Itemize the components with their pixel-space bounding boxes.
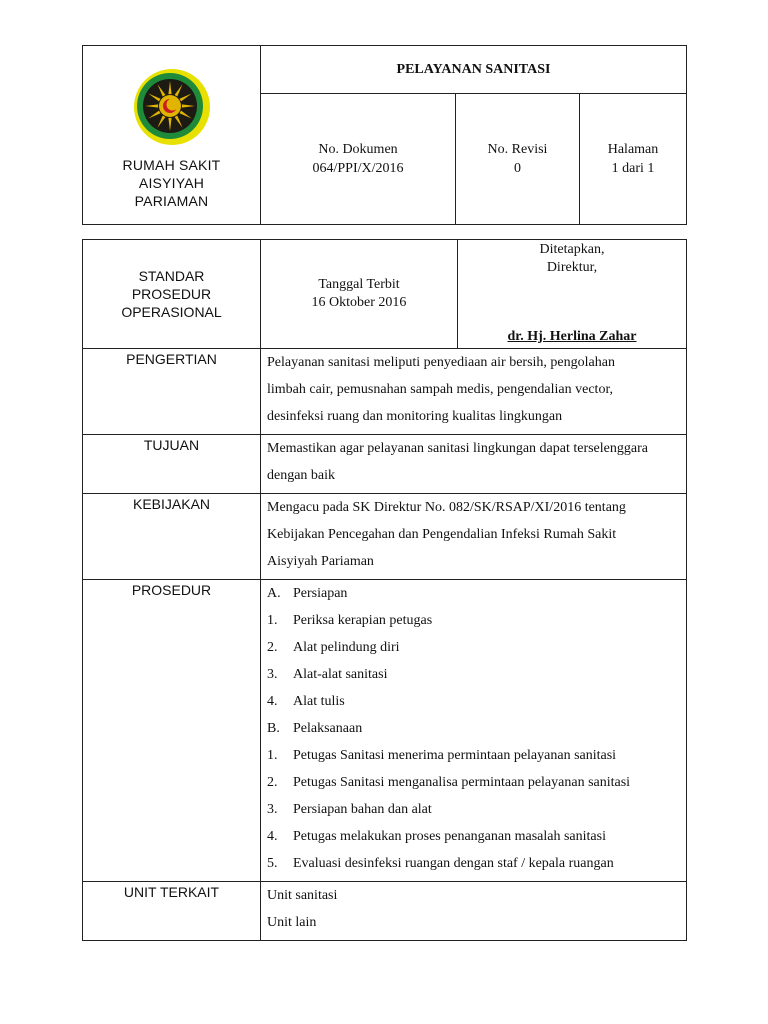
- signatory-name: dr. Hj. Herlina Zahar: [507, 329, 637, 344]
- hospital-name-line: PARIAMAN: [134, 193, 209, 209]
- procedure-item: [267, 769, 686, 796]
- procedure-item: [267, 742, 686, 769]
- sop-table: [82, 239, 687, 941]
- procedure-text: Petugas Sanitasi menerima permintaan pelayanan sanitasi: [293, 748, 617, 763]
- row-content-pengertian: [261, 349, 687, 435]
- document-number-label: No. Dokumen: [318, 142, 398, 157]
- content-line: Aisyiyah Pariaman: [267, 554, 374, 569]
- hospital-name: [83, 156, 260, 210]
- content-line: Unit sanitasi: [267, 888, 338, 903]
- content-line: Mengacu pada SK Direktur No. 082/SK/RSAP/XI/2016 tentang: [267, 500, 626, 515]
- procedure-marker: A.: [267, 586, 281, 601]
- procedure-marker: 5.: [267, 856, 278, 871]
- issue-date-label: Tanggal Terbit: [318, 277, 400, 292]
- sop-label-cell: [83, 240, 261, 349]
- procedure-list: [261, 580, 687, 882]
- aisyiyah-sun-emblem-icon: [133, 68, 211, 146]
- row-label-kebijakan: KEBIJAKAN: [83, 494, 261, 580]
- issue-date-cell: [261, 240, 458, 349]
- procedure-text: Petugas Sanitasi menganalisa permintaan pelayanan sanitasi: [293, 775, 631, 790]
- approval-label: Ditetapkan,: [539, 242, 605, 257]
- procedure-item: [267, 796, 686, 823]
- procedure-marker: 3.: [267, 667, 278, 682]
- approval-cell: [458, 240, 687, 349]
- procedure-item: [267, 688, 686, 715]
- content-line: limbah cair, pemusnahan sampah medis, pengendalian vector,: [267, 382, 614, 397]
- issue-date-value: 16 Oktober 2016: [311, 295, 407, 310]
- procedure-item: [267, 607, 686, 634]
- hospital-name-line: RUMAH SAKIT: [122, 157, 221, 173]
- procedure-text: Petugas melakukan proses penanganan masalah sanitasi: [293, 829, 606, 844]
- revision-cell: [456, 94, 580, 225]
- procedure-item: [267, 634, 686, 661]
- document-header-table: [82, 45, 687, 225]
- hospital-identity-cell: [83, 46, 261, 225]
- procedure-marker: 2.: [267, 640, 278, 655]
- row-content-tujuan: [261, 435, 687, 494]
- revision-label: No. Revisi: [487, 142, 548, 157]
- sop-label-line: PROSEDUR: [131, 286, 212, 302]
- content-line: Pelayanan sanitasi meliputi penyediaan air bersih, pengolahan: [267, 355, 615, 370]
- procedure-text: Alat-alat sanitasi: [293, 667, 388, 682]
- page-cell: [580, 94, 687, 225]
- row-label-prosedur: PROSEDUR: [83, 580, 261, 882]
- procedure-item: [267, 715, 686, 742]
- row-content-unit-terkait: [261, 882, 687, 941]
- hospital-name-line: AISYIYAH: [138, 175, 205, 191]
- logo-crescent-cutout: [166, 99, 178, 111]
- row-label-pengertian: PENGERTIAN: [83, 349, 261, 435]
- procedure-marker: B.: [267, 721, 280, 736]
- page-value: 1 dari 1: [611, 161, 655, 176]
- content-line: Kebijakan Pencegahan dan Pengendalian Infeksi Rumah Sakit: [267, 527, 617, 542]
- content-line: desinfeksi ruang dan monitoring kualitas lingkungan: [267, 409, 563, 424]
- procedure-text: Persiapan bahan dan alat: [293, 802, 432, 817]
- procedure-text: Persiapan: [293, 586, 348, 601]
- document-title: PELAYANAN SANITASI: [261, 46, 687, 94]
- row-label-tujuan: TUJUAN: [83, 435, 261, 494]
- sop-label-line: STANDAR: [138, 268, 205, 284]
- revision-value: 0: [514, 161, 521, 176]
- procedure-text: Alat tulis: [293, 694, 345, 709]
- procedure-marker: 2.: [267, 775, 278, 790]
- page-label: Halaman: [607, 142, 659, 157]
- approval-role: Direktur,: [546, 260, 598, 275]
- procedure-text: Periksa kerapian petugas: [293, 613, 433, 628]
- content-line: Memastikan agar pelayanan sanitasi lingkungan dapat terselenggara: [267, 441, 648, 456]
- procedure-text: Evaluasi desinfeksi ruangan dengan staf / kepala ruangan: [293, 856, 614, 871]
- row-label-unit-terkait: UNIT TERKAIT: [83, 882, 261, 941]
- document-number-value: 064/PPI/X/2016: [312, 161, 404, 176]
- procedure-text: Alat pelindung diri: [293, 640, 400, 655]
- procedure-item: [267, 823, 686, 850]
- procedure-marker: 3.: [267, 802, 278, 817]
- content-line: Unit lain: [267, 915, 317, 930]
- document-number-cell: [261, 94, 456, 225]
- procedure-item: [267, 850, 686, 877]
- procedure-text: Pelaksanaan: [293, 721, 363, 736]
- procedure-item: [267, 580, 686, 607]
- content-line: dengan baik: [267, 468, 336, 483]
- procedure-marker: 1.: [267, 748, 278, 763]
- procedure-marker: 1.: [267, 613, 278, 628]
- row-content-kebijakan: [261, 494, 687, 580]
- procedure-item: [267, 661, 686, 688]
- procedure-marker: 4.: [267, 694, 278, 709]
- sop-label-line: OPERASIONAL: [121, 304, 222, 320]
- procedure-marker: 4.: [267, 829, 278, 844]
